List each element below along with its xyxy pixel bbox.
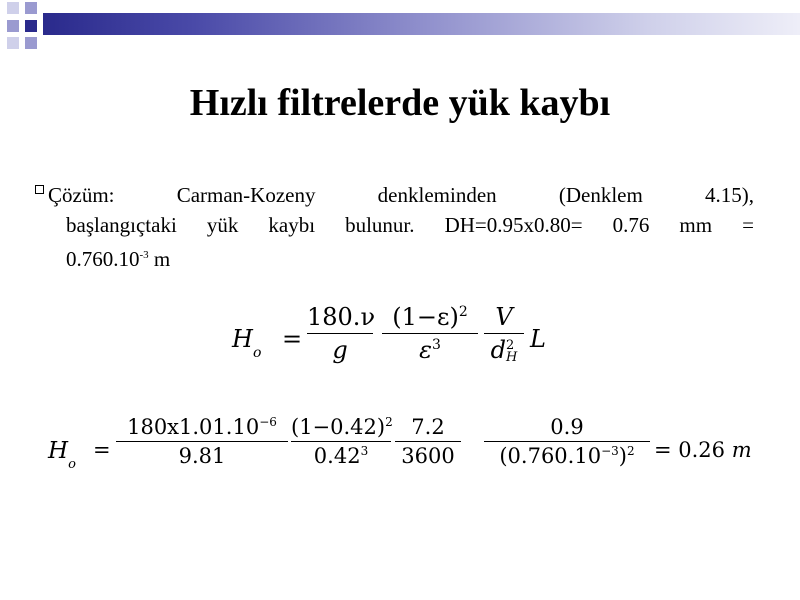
formula2-f1-denominator: 9.81 xyxy=(178,444,226,468)
banner-gradient-bar xyxy=(43,13,800,35)
formula1-f2-numerator xyxy=(382,303,478,331)
fraction-bar xyxy=(382,333,478,334)
banner-square xyxy=(7,2,19,14)
formula2-fraction-4 xyxy=(484,415,650,468)
formula1-f2-num-sup: 2 xyxy=(458,304,468,320)
formula1-f2-denominator xyxy=(382,336,478,364)
formula1-f3-denominator xyxy=(484,336,524,364)
formula2-fraction-3 xyxy=(395,415,461,468)
formula1-equals: = xyxy=(282,325,303,353)
banner-square xyxy=(7,20,19,32)
formula1-fraction-3 xyxy=(484,303,524,364)
formula2-f3-denominator: 3600 xyxy=(401,444,455,468)
fraction-bar xyxy=(291,441,391,442)
formula1-f3-den-text: d xyxy=(490,336,507,364)
line3-unit: m xyxy=(148,247,171,271)
fraction-bar xyxy=(395,441,461,442)
fraction-bar xyxy=(307,333,373,334)
formula1-lhs xyxy=(232,325,262,361)
body-paragraph xyxy=(48,180,754,274)
formula2-f4-den-close: ) xyxy=(618,444,627,468)
formula2-f4-denominator xyxy=(484,444,650,468)
formula2-f3-numerator: 7.2 xyxy=(411,415,445,439)
formula1-f2-den-text: ε xyxy=(419,336,432,364)
formula1-f3-den-sup: 2 xyxy=(506,337,515,353)
formula1-f1-numerator: 180.ν xyxy=(307,303,376,331)
decorative-banner xyxy=(0,0,800,50)
banner-square xyxy=(25,37,37,49)
formula2-f2-numerator xyxy=(291,415,391,439)
formula2-f1-numerator xyxy=(116,415,288,439)
formula1-f3-den-sub: H xyxy=(506,349,518,365)
formula1-fraction-1 xyxy=(307,303,376,364)
line3-prefix: 0.760.10 xyxy=(66,247,140,271)
formula2-f4-den-sup: −3 xyxy=(601,444,619,458)
formula2-lhs xyxy=(48,438,76,472)
formula1-f2-num-text: (1−ε) xyxy=(392,303,459,331)
slide-title: Hızlı filtrelerde yük kaybı xyxy=(189,82,611,124)
banner-square xyxy=(25,2,37,14)
formula2-lhs-sub: o xyxy=(68,456,76,472)
formula2-fraction-1 xyxy=(116,415,288,468)
formula2-equals: = xyxy=(93,438,111,462)
banner-square xyxy=(25,20,37,32)
paragraph-line-1: Çözüm: Carman-Kozeny denkleminden (Denklem 4.15), xyxy=(48,183,754,207)
formula2-fraction-2 xyxy=(291,415,391,468)
formula2-f2-den-text: 0.42 xyxy=(313,444,361,468)
paragraph-line-3 xyxy=(48,240,754,274)
formula2-result-value: = 0.26 xyxy=(654,438,726,462)
formula2-f4-den-text: (0.760.10 xyxy=(499,444,602,468)
formula2-f2-den-sup: 3 xyxy=(360,444,369,458)
formula2-f2-num-sup: 2 xyxy=(385,415,393,429)
formula2-f1-num-text: 180x1.01.10 xyxy=(127,415,260,439)
formula2-result xyxy=(654,438,752,462)
formula2-f4-numerator: 0.9 xyxy=(550,415,584,439)
formula2-f1-num-sup: −6 xyxy=(259,415,277,429)
formula2-f2-num-text: (1−0.42) xyxy=(291,415,386,439)
banner-square xyxy=(7,37,19,49)
formula2-f2-denominator xyxy=(291,444,391,468)
formula2-lhs-symbol: H xyxy=(48,438,69,464)
formula2-f4-den-sup2: 2 xyxy=(626,444,635,458)
paragraph-line-2: başlangıçtaki yük kaybı bulunur. DH=0.95x0.80= 0.76 mm = xyxy=(66,213,754,237)
line3-exponent: -3 xyxy=(139,249,149,261)
formula2-result-unit: m xyxy=(731,438,752,462)
formula1-lhs-symbol: H xyxy=(232,325,253,353)
formula1-f1-denominator: g xyxy=(332,336,348,364)
formula1-fraction-2 xyxy=(382,303,478,364)
fraction-bar xyxy=(484,333,524,334)
fraction-bar xyxy=(484,441,650,442)
formula1-lhs-sub: o xyxy=(252,344,262,361)
formula1-tail: L xyxy=(530,325,546,353)
fraction-bar xyxy=(116,441,288,442)
formula1-f2-den-sup: 3 xyxy=(431,337,441,353)
bullet-square-icon xyxy=(35,185,44,194)
formula1-f3-numerator: V xyxy=(495,303,513,331)
